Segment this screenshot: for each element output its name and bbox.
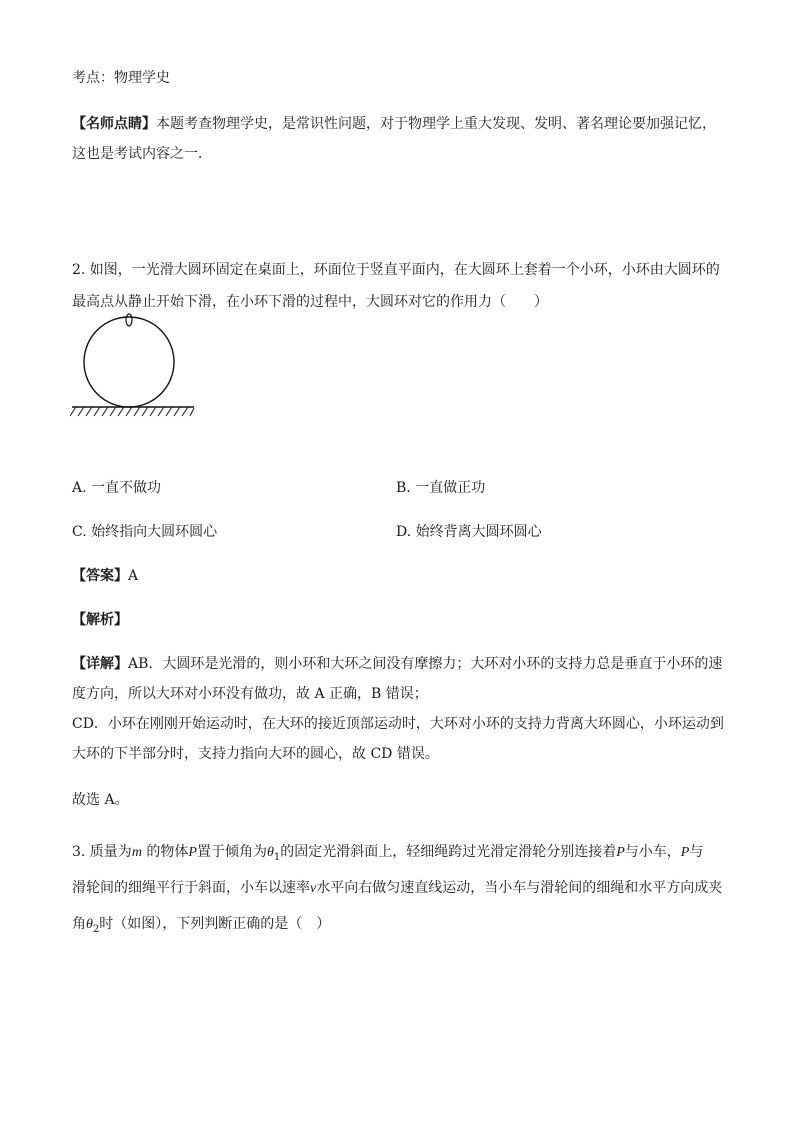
detail-line-3: CD．小环在刚刚开始运动时，在大环的接近顶部运动时，大环对小环的支持力背离大环圆心，小环运动到	[72, 716, 724, 732]
q3-stem-line-2: 滑轮间的细绳平行于斜面，小车以速率v水平向右做匀速直线运动，当小车与滑轮间的细绳和水平方向成夹	[72, 880, 723, 896]
var-v: v	[310, 881, 317, 896]
option-a: A. 一直不做功	[72, 480, 162, 496]
tip-text-1: 本题考查物理学史，是常识性问题，对于物理学上重大发现、发明、著名理论要加强记忆，	[156, 116, 716, 132]
tip-line-2: 这也是考试内容之一．	[72, 146, 212, 162]
answer-value: A	[128, 568, 139, 584]
tip-tag: 【名师点睛】	[72, 116, 156, 132]
q3-stem-line-1: 3. 质量为m 的物体P置于倾角为$\theta_1$的固定光滑斜面上，轻细绳跨过光滑定滑轮分别连接着P与小车，P与	[72, 844, 704, 863]
large-ring	[84, 317, 174, 407]
option-b: B. 一直做正功	[396, 480, 486, 496]
conclusion-line: 故选 A。	[72, 792, 129, 808]
q3-stem-line-3: 角$\theta_2$时（如图），下列判断正确的是（ ）	[72, 916, 331, 935]
q2-stem-line-2: 最高点从静止开始下滑，在小环下滑的过程中，大圆环对它的作用力（ ）	[72, 294, 548, 310]
var-m: m	[131, 845, 142, 860]
var-theta2: θ	[86, 917, 93, 932]
detail-line-1: 【详解】AB．大圆环是光滑的，则小环和大环之间没有摩擦力；大环对小环的支持力总是垂直于小环的速	[72, 656, 723, 672]
detail-line-2: 度方向，所以大环对小环没有做功，故 A 正确，B 错误；	[72, 686, 428, 702]
analysis-tag: 【解析】	[72, 612, 128, 628]
answer-line	[72, 566, 732, 586]
detail-line-4: 大环的下半部分时，支持力指向大环的圆心，故 CD 错误。	[72, 746, 439, 762]
option-d: D. 始终背离大圆环圆心	[396, 524, 542, 540]
option-c: C. 始终指向大圆环圆心	[72, 524, 218, 540]
var-p: P	[188, 845, 197, 860]
small-ring	[126, 314, 132, 326]
kaodian-line: 考点：物理学史	[72, 70, 170, 86]
answer-tag: 【答案】	[72, 568, 128, 584]
table-hatching	[70, 407, 194, 416]
var-theta1: θ	[266, 845, 274, 860]
tip-line-1	[72, 114, 732, 134]
ring-figure	[70, 308, 200, 424]
detail-tag: 【详解】	[72, 656, 128, 672]
q2-stem-line-1: 2. 如图，一光滑大圆环固定在桌面上，环面位于竖直平面内，在大圆环上套着一个小环，小环由大圆环的	[72, 262, 720, 278]
